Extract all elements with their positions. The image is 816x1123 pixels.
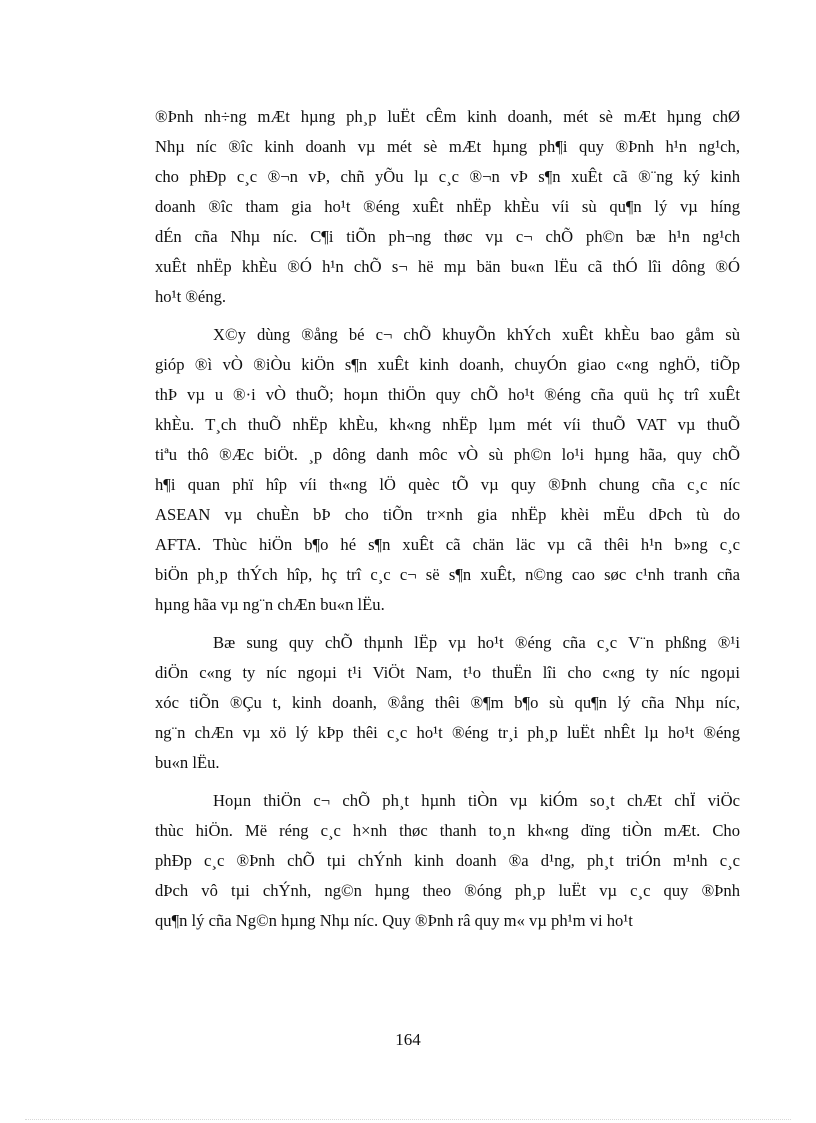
text-line: gióp ®ì vÒ ®iÒu kiÖn s¶n xuÊt kinh doanh, chuyÓn giao c«ng nghÖ, tiÕp <box>155 355 740 374</box>
paragraph <box>155 786 740 936</box>
text-line: ho¹t ®éng. <box>155 287 227 306</box>
text-line: h¶i quan phï hîp víi th«ng lÖ quèc tÕ vµ quy ®Þnh chung cña c¸c níc <box>155 475 740 494</box>
text-line: dÞch vô tµi chÝnh, ng©n hµng theo ®óng ph¸p luËt vµ c¸c quy ®Þnh <box>155 881 740 900</box>
text-line: AFTA. Thùc hiÖn b¶o hé s¶n xuÊt cã chän läc vµ cã thêi h¹n b»ng c¸c <box>155 535 740 554</box>
paragraph <box>155 102 740 312</box>
text-line: Hoµn thiÖn c¬ chÕ ph¸t hµnh tiÒn vµ kiÓm so¸t chÆt chÏ viÖc <box>213 791 740 810</box>
paragraph-gap <box>155 778 740 786</box>
text-line: X©y dùng ®ång bé c¬ chÕ khuyÕn khÝch xuÊt khÈu bao gåm sù <box>213 325 740 344</box>
text-line: qu¶n lý cña Ng©n hµng Nhµ níc. Quy ®Þnh râ quy m« vµ ph¹m vi ho¹t <box>155 911 633 930</box>
text-line: tiªu thô ®Æc biÖt. ¸p dông danh môc vÒ sù ph©n lo¹i hµng hãa, quy chÕ <box>155 445 740 464</box>
paragraph-gap <box>155 312 740 320</box>
text-line: thÞ vµ u ®·i vÒ thuÕ; hoµn thiÖn quy chÕ ho¹t ®éng cña quü hç trî xuÊt <box>155 385 740 404</box>
text-line: hµng hãa vµ ng¨n chÆn bu«n lËu. <box>155 595 385 614</box>
text-line: ng¨n chÆn vµ xö lý kÞp thêi c¸c ho¹t ®éng tr¸i ph¸p luËt nhÊt lµ ho¹t ®éng <box>155 723 740 742</box>
text-line: diÖn c«ng ty níc ngoµi t¹i ViÖt Nam, t¹o thuËn lîi cho c«ng ty níc ngoµi <box>155 663 740 682</box>
text-line: biÖn ph¸p thÝch hîp, hç trî c¸c c¬ së s¶n xuÊt, n©ng cao søc c¹nh tranh cña <box>155 565 740 584</box>
paragraph <box>155 320 740 620</box>
text-line: ASEAN vµ chuÈn bÞ cho tiÕn tr×nh gia nhËp khèi mËu dÞch tù do <box>155 505 740 524</box>
paragraph-gap <box>155 620 740 628</box>
text-line: xóc tiÕn ®Çu t, kinh doanh, ®ång thêi ®¶m b¶o sù qu¶n lý cña Nhµ níc, <box>155 693 740 712</box>
page-bottom-rule <box>25 1119 791 1120</box>
body-text <box>155 102 740 936</box>
text-line: bu«n lËu. <box>155 753 220 772</box>
text-line: ®Þnh nh÷ng mÆt hµng ph¸p luËt cÊm kinh doanh, mét sè mÆt hµng chØ <box>155 107 740 126</box>
text-line: khÈu. T¸ch thuÕ nhËp khÈu, kh«ng nhËp lµm mét víi thuÕ VAT vµ thuÕ <box>155 415 740 434</box>
text-line: dÉn cña Nhµ níc. C¶i tiÕn ph¬ng thøc vµ c¬ chÕ ph©n bæ h¹n ng¹ch <box>155 227 740 246</box>
text-line: thùc hiÖn. Më réng c¸c h×nh thøc thanh to¸n kh«ng dïng tiÒn mÆt. Cho <box>155 821 740 840</box>
text-line: Nhµ níc ®îc kinh doanh vµ mét sè mÆt hµng ph¶i quy ®Þnh h¹n ng¹ch, <box>155 137 740 156</box>
text-line: cho phÐp c¸c ®¬n vÞ, chñ yÕu lµ c¸c ®¬n vÞ s¶n xuÊt cã ®¨ng ký kinh <box>155 167 740 186</box>
page-number: 164 <box>395 1030 421 1049</box>
text-line: Bæ sung quy chÕ thµnh lËp vµ ho¹t ®éng cña c¸c V¨n phßng ®¹i <box>213 633 740 652</box>
paragraph <box>155 628 740 778</box>
text-line: phÐp c¸c ®Þnh chÕ tµi chÝnh kinh doanh ®a d¹ng, ph¸t triÓn m¹nh c¸c <box>155 851 740 870</box>
text-line: xuÊt nhËp khÈu ®Ó h¹n chÕ s¬ hë mµ bän bu«n lËu cã thÓ lîi dông ®Ó <box>155 257 740 276</box>
text-line: doanh ®îc tham gia ho¹t ®éng xuÊt nhËp khÈu víi sù qu¶n lý vµ híng <box>155 197 740 216</box>
